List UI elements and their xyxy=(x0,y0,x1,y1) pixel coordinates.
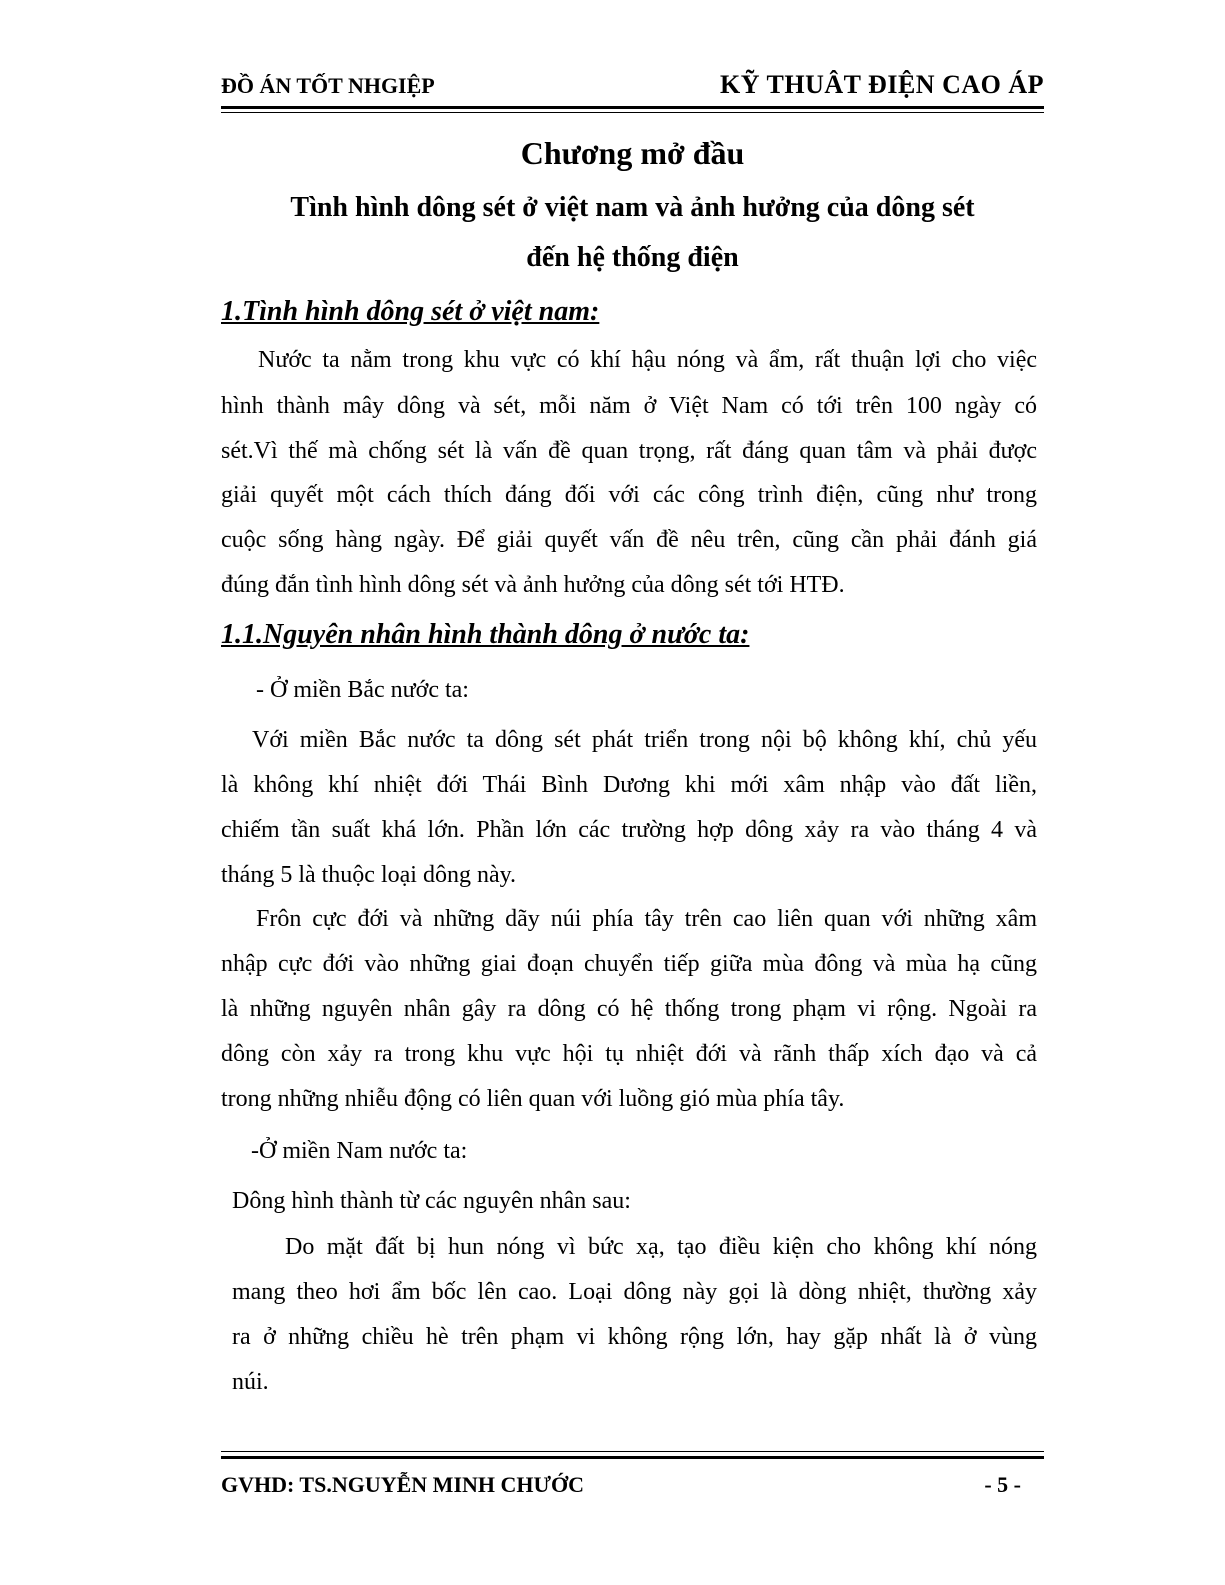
paragraph-line: dông còn xảy ra trong khu vực hội tụ nhiệt đới và rãnh thấp xích đạo và cả xyxy=(221,1041,1037,1067)
paragraph-line: Nước ta nằm trong khu vực có khí hậu nóng và ẩm, rất thuận lợi cho việc xyxy=(258,347,1037,373)
paragraph-line: núi. xyxy=(232,1369,269,1395)
south-label: -Ở miền Nam nước ta: xyxy=(251,1138,468,1164)
paragraph-line: là không khí nhiệt đới Thái Bình Dương khi mới xâm nhập vào đất liền, xyxy=(221,772,1037,798)
paragraph-line: nhập cực đới vào những giai đoạn chuyển tiếp giữa mùa đông và mùa hạ cũng xyxy=(221,951,1037,977)
section-1-heading: 1.Tình hình dông sét ở việt nam: xyxy=(221,296,600,327)
paragraph-line: tháng 5 là thuộc loại dông này. xyxy=(221,862,517,888)
page-header xyxy=(221,70,1044,100)
header-rule-thin xyxy=(221,112,1044,113)
paragraph-line: là những nguyên nhân gây ra dông có hệ thống trong phạm vi rộng. Ngoài ra xyxy=(221,996,1037,1022)
footer-advisor: GVHD: TS.NGUYỄN MINH CHƯỚC xyxy=(221,1472,585,1497)
paragraph-line: Frôn cực đới và những dãy núi phía tây trên cao liên quan với những xâm xyxy=(256,906,1037,932)
paragraph-line: mang theo hơi ẩm bốc lên cao. Loại dông này gọi là dòng nhiệt, thường xảy xyxy=(232,1279,1037,1305)
page-number: - 5 - xyxy=(984,1472,1021,1497)
header-left: ĐỒ ÁN TỐT NHGIỆP xyxy=(221,73,435,98)
header-right: KỸ THUÂT ĐIỆN CAO ÁP xyxy=(720,70,1044,99)
page-footer xyxy=(221,1472,1021,1498)
paragraph-line: giải quyết một cách thích đáng đối với các công trình điện, cũng như trong xyxy=(221,482,1037,508)
paragraph-line: sét.Vì thế mà chống sét là vấn đề quan trọng, rất đáng quan tâm và phải được xyxy=(221,438,1037,464)
section-1-1-heading: 1.1.Nguyên nhân hình thành dông ở nước ta: xyxy=(221,619,750,650)
paragraph-line: trong những nhiễu động có liên quan với luồng gió mùa phía tây. xyxy=(221,1086,845,1112)
paragraph-line: đúng đắn tình hình dông sét và ảnh hưởng của dông sét tới HTĐ. xyxy=(221,572,845,598)
paragraph-line: Do mặt đất bị hun nóng vì bức xạ, tạo điều kiện cho không khí nóng xyxy=(285,1234,1037,1260)
paragraph-line: hình thành mây dông và sét, mỗi năm ở Việt Nam có tới trên 100 ngày có xyxy=(221,393,1037,419)
footer-rule-thick xyxy=(221,1456,1044,1459)
chapter-title: Chương mở đầu xyxy=(520,135,745,171)
north-label: - Ở miền Bắc nước ta: xyxy=(256,677,469,703)
footer-rule-thin xyxy=(221,1451,1044,1452)
paragraph-line: cuộc sống hàng ngày. Để giải quyết vấn đề nêu trên, cũng cần phải đánh giá xyxy=(221,527,1037,553)
paragraph-line: Với miền Bắc nước ta dông sét phát triển trong nội bộ không khí, chủ yếu xyxy=(252,727,1037,753)
chapter-subtitle-line1: Tình hình dông sét ở việt nam và ảnh hưởng của dông sét xyxy=(290,192,975,223)
header-rule-thick xyxy=(221,106,1044,109)
paragraph-line: ra ở những chiều hè trên phạm vi không rộng lớn, hay gặp nhất là ở vùng xyxy=(232,1324,1037,1350)
south-intro: Dông hình thành từ các nguyên nhân sau: xyxy=(232,1188,631,1214)
chapter-subtitle-line2: đến hệ thống điện xyxy=(526,242,739,273)
paragraph-line: chiếm tần suất khá lớn. Phần lớn các trường hợp dông xảy ra vào tháng 4 và xyxy=(221,817,1037,843)
